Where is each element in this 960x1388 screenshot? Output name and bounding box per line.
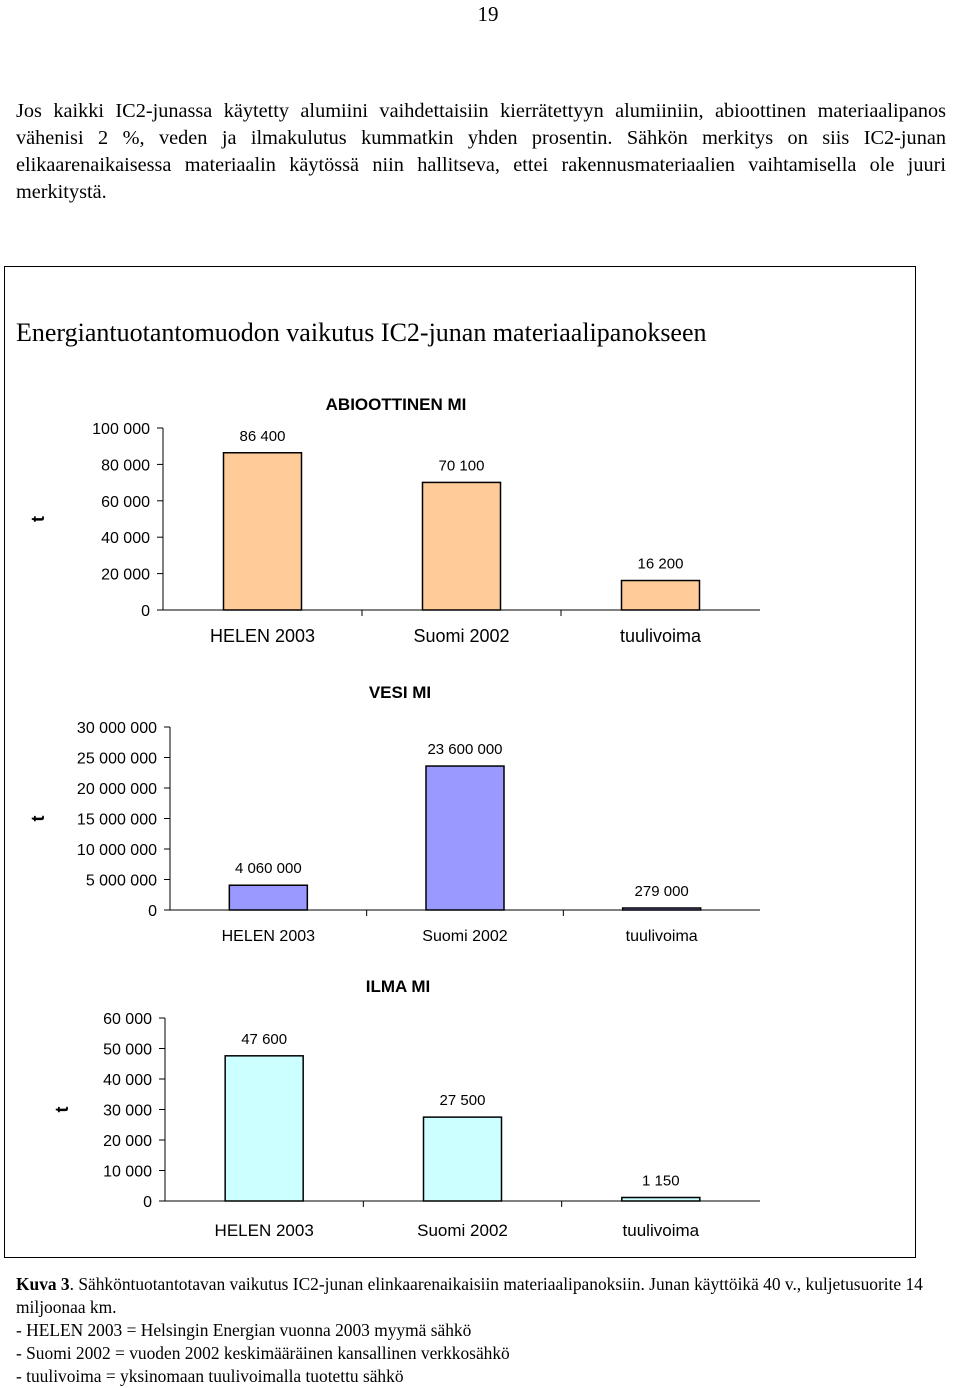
bar xyxy=(224,453,302,610)
intro-paragraph: Jos kaikki IC2-junassa käytetty alumiini vaihdettaisiin kierrätettyyn alumiiniin, abioottinen materiaalipanos vähenisi 2 %, veden ja ilmakulutus kummatkin yhden prosentin. Sähkön merkitys on siis IC2-junan elikaarenaikaisessa materiaalin käytössä niin hallitseva, ettei rakennusmateriaalien vaihtamisella ole juuri merkitystä. xyxy=(16,100,946,203)
data-label: 47 600 xyxy=(241,1030,288,1048)
y-tick-label: 0 xyxy=(148,903,157,920)
y-tick-label: 0 xyxy=(143,1194,152,1211)
chart-title: ILMA MI xyxy=(365,977,431,996)
x-tick-label: HELEN 2003 xyxy=(209,626,316,646)
y-tick-label: 20 000 xyxy=(103,1133,152,1150)
y-tick-label: 50 000 xyxy=(103,1041,152,1059)
data-label: 86 400 xyxy=(239,427,286,445)
y-tick-label: 20 000 xyxy=(101,566,150,584)
bar xyxy=(423,482,501,610)
x-tick-label: HELEN 2003 xyxy=(221,928,316,945)
bar xyxy=(622,581,700,610)
chart-title: ABIOOTTINEN MI xyxy=(325,395,467,414)
data-label: 23 600 000 xyxy=(427,741,503,759)
caption-main xyxy=(16,1273,960,1319)
bar xyxy=(426,766,504,910)
data-label: 27 500 xyxy=(439,1092,486,1110)
y-tick-label: 5 000 000 xyxy=(85,872,157,890)
bar xyxy=(623,908,701,910)
y-tick-label: 0 xyxy=(141,603,150,620)
x-tick-label: tuulivoima xyxy=(625,928,698,945)
page-number: 19 xyxy=(477,2,499,26)
y-tick-label: 30 000 000 xyxy=(76,720,157,737)
x-tick-label: tuulivoima xyxy=(622,1221,700,1240)
chart-abioottinen xyxy=(0,380,960,660)
caption-note: - HELEN 2003 = Helsingin Energian vuonna 2003 myymä sähkö xyxy=(16,1320,472,1340)
y-axis-label: t xyxy=(28,815,48,822)
y-tick-label: 10 000 xyxy=(103,1163,152,1181)
y-tick-label: 40 000 xyxy=(103,1072,152,1089)
bar xyxy=(622,1197,700,1201)
data-label: 1 150 xyxy=(642,1172,680,1190)
bar xyxy=(225,1056,303,1201)
y-tick-label: 100 000 xyxy=(92,421,150,438)
y-tick-label: 25 000 000 xyxy=(76,750,157,768)
caption-label: Kuva 3 xyxy=(16,1274,70,1294)
x-tick-label: tuulivoima xyxy=(619,626,702,646)
data-label: 279 000 xyxy=(634,883,689,900)
y-tick-label: 60 000 xyxy=(101,493,150,511)
y-tick-label: 80 000 xyxy=(101,457,150,475)
x-tick-label: Suomi 2002 xyxy=(413,626,510,646)
chart-title: VESI MI xyxy=(368,683,432,702)
y-tick-label: 60 000 xyxy=(103,1011,152,1028)
y-tick-label: 30 000 xyxy=(103,1102,152,1120)
y-tick-label: 15 000 000 xyxy=(76,811,157,829)
y-tick-label: 40 000 xyxy=(101,530,150,548)
y-tick-label: 10 000 000 xyxy=(76,842,157,859)
caption-note: - tuulivoima = yksinomaan tuulivoimalla tuotettu sähkö xyxy=(16,1366,404,1386)
x-tick-label: Suomi 2002 xyxy=(417,1221,508,1240)
chart-ilma xyxy=(0,965,960,1245)
chart-vesi xyxy=(0,670,960,950)
bar xyxy=(229,885,307,910)
x-tick-label: HELEN 2003 xyxy=(214,1221,314,1240)
data-label: 4 060 000 xyxy=(234,860,302,878)
figure-title: Energiantuotantomuodon vaikutus IC2-junan materiaalipanokseen xyxy=(16,318,707,347)
bar xyxy=(424,1117,502,1201)
y-axis-label: t xyxy=(28,516,48,522)
figure-caption xyxy=(16,1273,960,1388)
data-label: 16 200 xyxy=(637,555,684,573)
y-axis-label: t xyxy=(52,1106,72,1113)
x-tick-label: Suomi 2002 xyxy=(422,928,508,945)
y-tick-label: 20 000 000 xyxy=(76,781,157,798)
caption-note: - Suomi 2002 = vuoden 2002 keskimääräinen kansallinen verkkosähkö xyxy=(16,1343,510,1363)
data-label: 70 100 xyxy=(438,457,485,475)
caption-text: . Sähköntuotantotavan vaikutus IC2-junan elinkaarenaikaisiin materiaalipanoksiin. Junan käyttöikä 40 v., kuljetusuorite 14 miljoonaa km. xyxy=(16,1274,923,1317)
